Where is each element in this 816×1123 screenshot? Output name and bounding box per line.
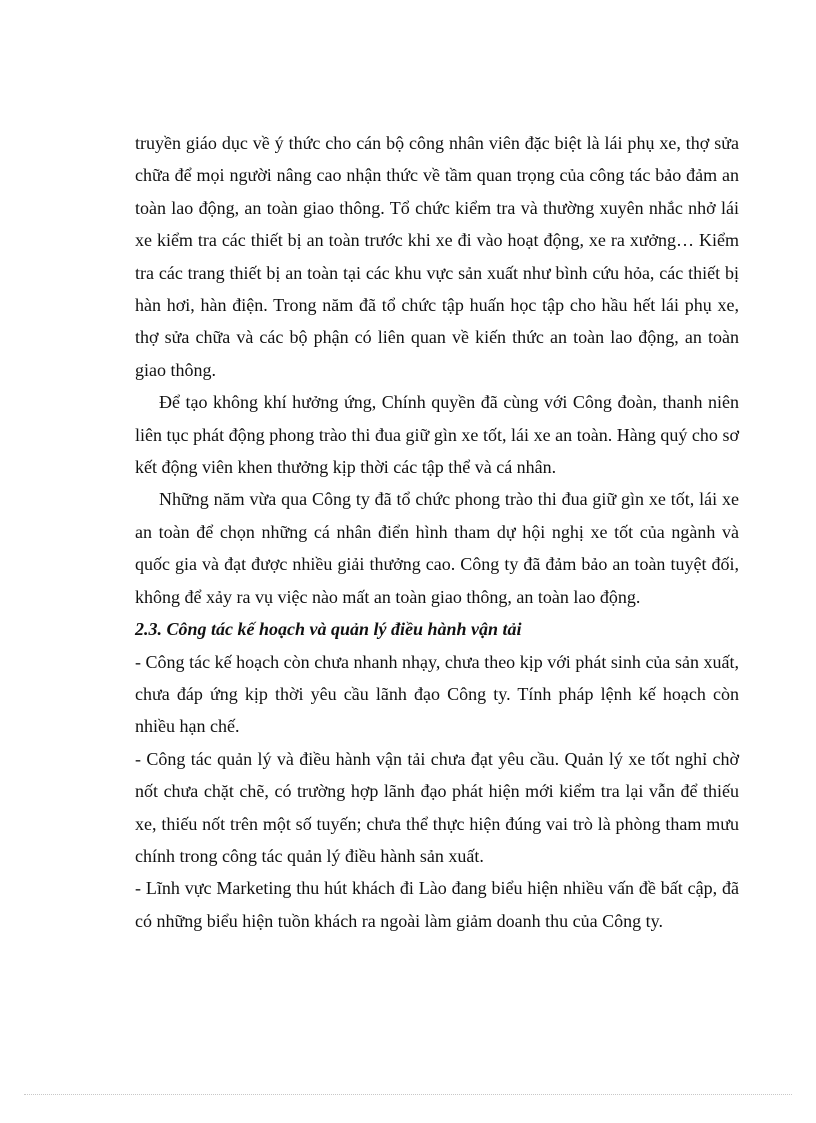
bullet-planning: - Công tác kế hoạch còn chưa nhanh nhạy, chưa theo kịp với phát sinh của sản xuất, chưa đáp ứng kịp thời yêu cầu lãnh đạo Công ty. Tính pháp lệnh kế hoạch còn nhiều hạn chế. <box>135 651 739 737</box>
paragraph-good-vehicle-campaign: Những năm vừa qua Công ty đã tổ chức phong trào thi đua giữ gìn xe tốt, lái xe an toàn để chọn những cá nhân điển hình tham dự hội nghị xe tốt của ngành và quốc gia và đạt được nhiều giải thưởng cao. Công ty đã đảm bảo an toàn tuyệt đối, không để xảy ra vụ việc nào mất an toàn giao thông, an toàn lao động. <box>135 489 739 607</box>
bullet-marketing: - Lĩnh vực Marketing thu hút khách đi Lào đang biểu hiện nhiều vấn đề bất cập, đã có những biểu hiện tuồn khách ra ngoài làm giảm doanh thu của Công ty. <box>135 878 739 931</box>
document-body <box>135 127 739 937</box>
paragraph-emulation-movement: Để tạo không khí hưởng ứng, Chính quyền đã cùng với Công đoàn, thanh niên liên tục phát động phong trào thi đua giữ gìn xe tốt, lái xe an toàn. Hàng quý cho sơ kết động viên khen thưởng kịp thời các tập thể và cá nhân. <box>135 392 739 478</box>
bullet-transport-management: - Công tác quản lý và điều hành vận tải chưa đạt yêu cầu. Quản lý xe tốt nghỉ chờ nốt chưa chặt chẽ, có trường hợp lãnh đạo phát hiện mới kiểm tra lại vẫn để thiếu xe, thiếu nốt trên một số tuyến; chưa thể thực hiện đúng vai trò là phòng tham mưu chính trong công tác quản lý điều hành sản xuất. <box>135 748 739 866</box>
paragraph-safety-training: truyền giáo dục về ý thức cho cán bộ công nhân viên đặc biệt là lái phụ xe, thợ sửa chữa để mọi người nâng cao nhận thức về tầm quan trọng của công tác bảo đảm an toàn lao động, an toàn giao thông. Tổ chức kiểm tra và thường xuyên nhắc nhở lái xe kiểm tra các thiết bị an toàn trước khi xe đi vào hoạt động, xe ra xưởng… Kiểm tra các trang thiết bị an toàn tại các khu vực sản xuất như bình cứu hỏa, các thiết bị hàn hơi, hàn điện. Trong năm đã tổ chức tập huấn học tập cho hầu hết lái phụ xe, thợ sửa chữa và các bộ phận có liên quan về kiến thức an toàn lao động, an toàn giao thông. <box>135 133 739 380</box>
section-heading: 2.3. Công tác kế hoạch và quản lý điều hành vận tải <box>135 619 522 640</box>
footer-divider <box>24 1094 792 1095</box>
